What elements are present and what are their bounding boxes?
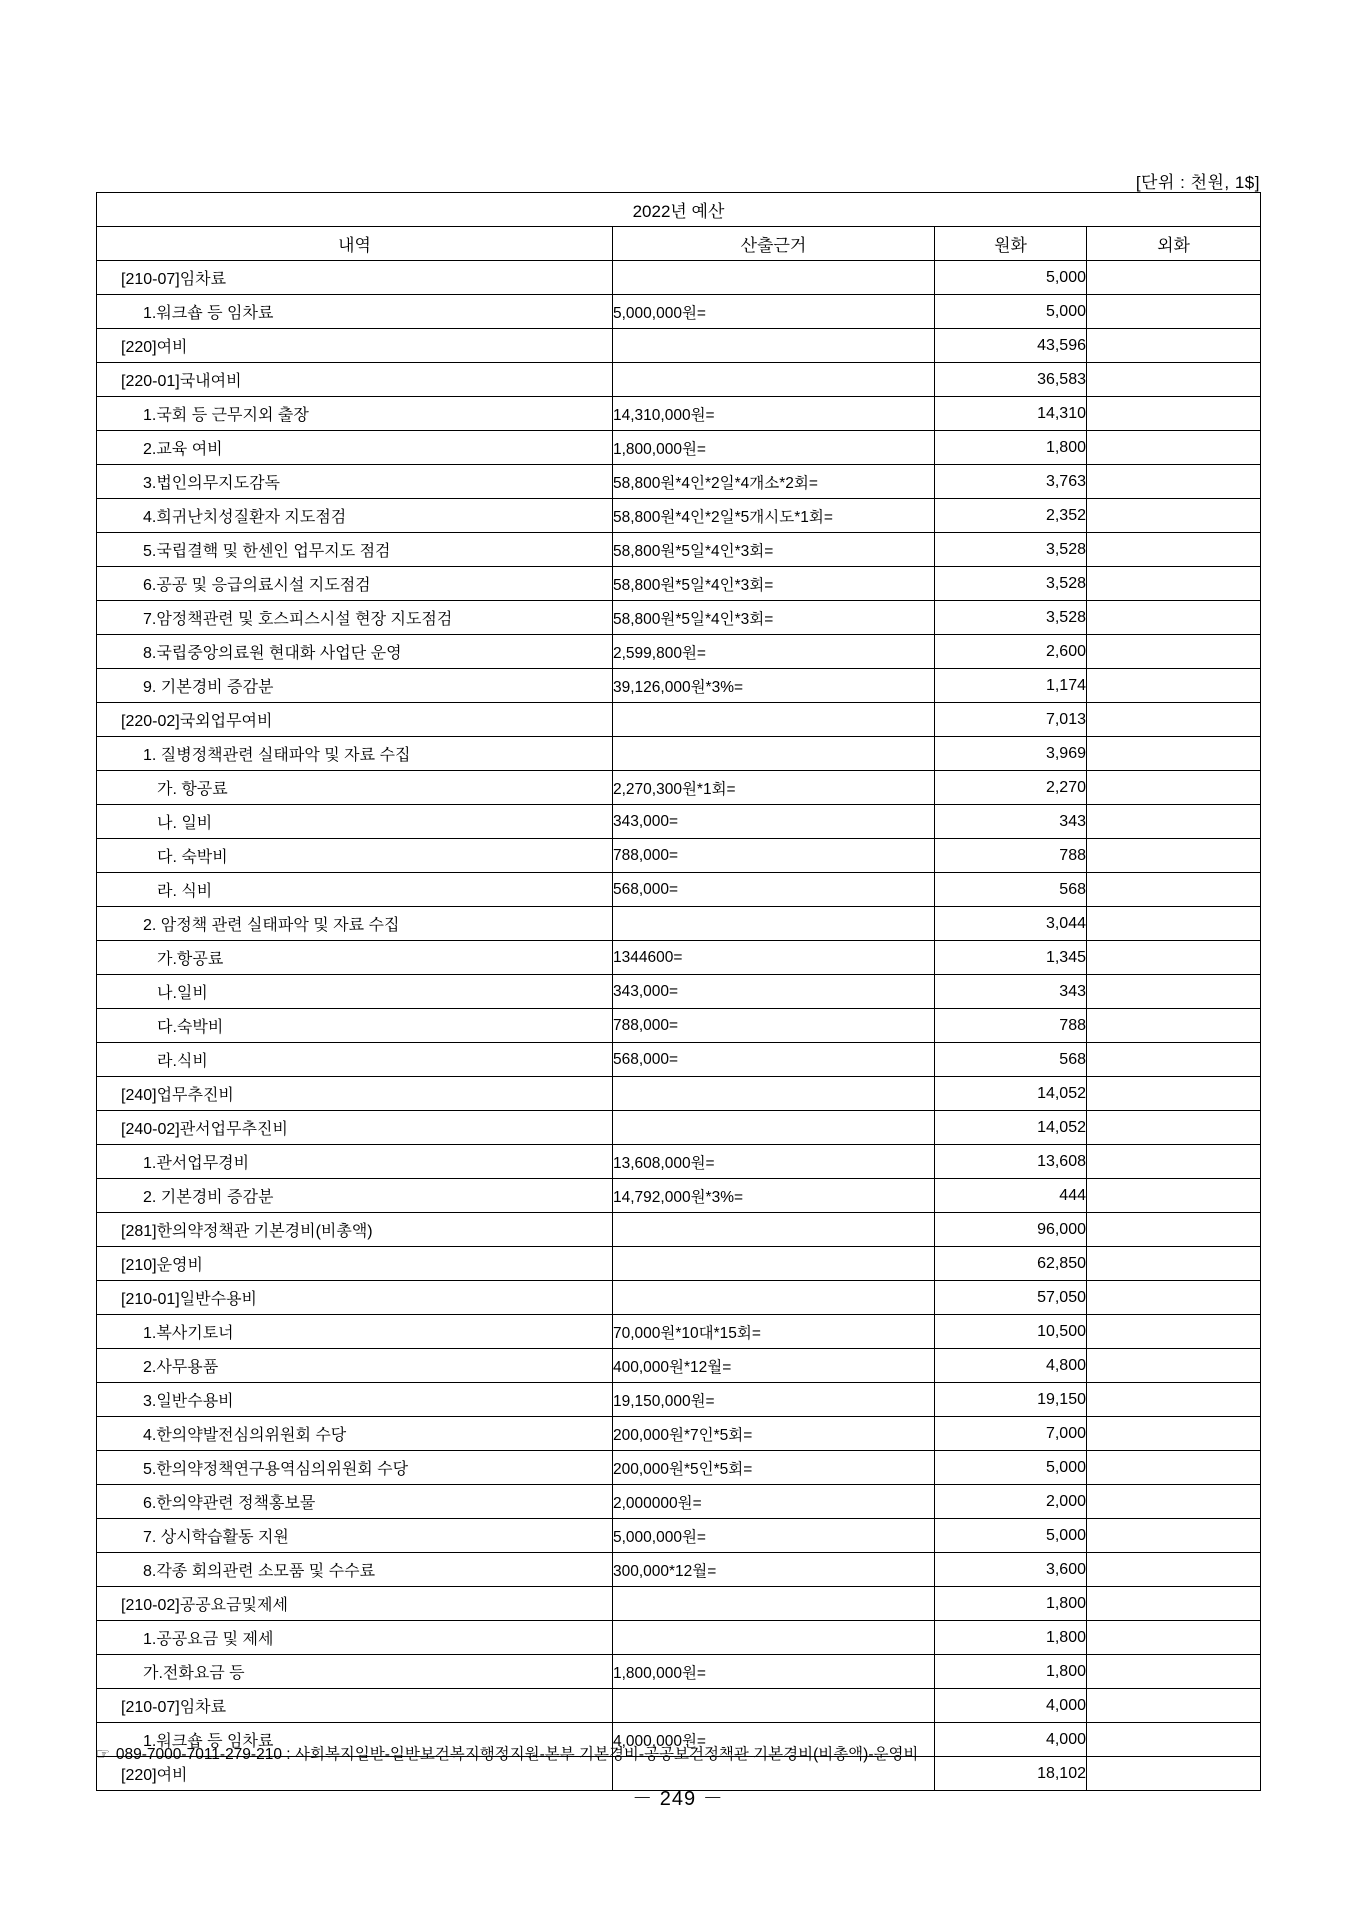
- row-amount-fx: [1087, 805, 1261, 839]
- table-row: [97, 1349, 1261, 1383]
- row-amount-fx: [1087, 1349, 1261, 1383]
- row-amount-krw: 43,596: [935, 329, 1087, 363]
- row-amount-krw: 5,000: [935, 261, 1087, 295]
- row-item-label: 6.한의약관련 정책홍보물: [97, 1485, 613, 1519]
- row-amount-fx: [1087, 1723, 1261, 1757]
- row-item-label: [210-07]임차료: [97, 261, 613, 295]
- column-header-basis: 산출근거: [613, 227, 935, 261]
- row-item-label: 3.일반수용비: [97, 1383, 613, 1417]
- table-row: [97, 941, 1261, 975]
- row-amount-fx: [1087, 1621, 1261, 1655]
- row-basis: 2,000000원=: [613, 1485, 935, 1519]
- row-amount-fx: [1087, 1043, 1261, 1077]
- row-basis: [613, 1587, 935, 1621]
- row-item-label: 5.한의약정책연구용역심의위원회 수당: [97, 1451, 613, 1485]
- table-title-row: [97, 193, 1261, 227]
- row-item-label: [220]여비: [97, 329, 613, 363]
- row-basis: [613, 1689, 935, 1723]
- table-row: [97, 771, 1261, 805]
- row-amount-fx: [1087, 1485, 1261, 1519]
- row-amount-fx: [1087, 839, 1261, 873]
- row-item-label: 1.워크숍 등 임차료: [97, 295, 613, 329]
- row-item-label: 4.희귀난치성질환자 지도점검: [97, 499, 613, 533]
- table-row: [97, 601, 1261, 635]
- table-row: [97, 261, 1261, 295]
- row-basis: [613, 363, 935, 397]
- row-basis: 343,000=: [613, 805, 935, 839]
- row-amount-fx: [1087, 1451, 1261, 1485]
- row-amount-fx: [1087, 601, 1261, 635]
- row-amount-fx: [1087, 261, 1261, 295]
- unit-note: [단위 : 천원, 1$]: [1135, 173, 1260, 192]
- row-amount-fx: [1087, 1077, 1261, 1111]
- row-amount-krw: 14,052: [935, 1077, 1087, 1111]
- row-basis: [613, 329, 935, 363]
- row-basis: 58,800원*5일*4인*3회=: [613, 533, 935, 567]
- row-amount-krw: 7,000: [935, 1417, 1087, 1451]
- row-amount-krw: 1,800: [935, 1587, 1087, 1621]
- row-amount-fx: [1087, 533, 1261, 567]
- row-amount-fx: [1087, 1383, 1261, 1417]
- row-amount-fx: [1087, 907, 1261, 941]
- table-row: [97, 1689, 1261, 1723]
- row-amount-fx: [1087, 1553, 1261, 1587]
- column-header-krw: 원화: [935, 227, 1087, 261]
- footnote: [96, 1742, 918, 1764]
- row-amount-fx: [1087, 499, 1261, 533]
- row-item-label: 1. 질병정책관련 실태파악 및 자료 수집: [97, 737, 613, 771]
- table-row: [97, 295, 1261, 329]
- row-amount-fx: [1087, 1247, 1261, 1281]
- row-item-label: [220-01]국내여비: [97, 363, 613, 397]
- row-basis: [613, 1213, 935, 1247]
- row-item-label: 1.복사기토너: [97, 1315, 613, 1349]
- row-basis: 1344600=: [613, 941, 935, 975]
- row-item-label: 2. 암정책 관련 실태파악 및 자료 수집: [97, 907, 613, 941]
- row-basis: 39,126,000원*3%=: [613, 669, 935, 703]
- row-amount-fx: [1087, 1179, 1261, 1213]
- row-basis: [613, 737, 935, 771]
- table-row: [97, 499, 1261, 533]
- row-basis: 1,800,000원=: [613, 1655, 935, 1689]
- row-amount-fx: [1087, 295, 1261, 329]
- row-basis: 4,000,000원=: [613, 1723, 935, 1757]
- row-amount-krw: 57,050: [935, 1281, 1087, 1315]
- row-amount-krw: 444: [935, 1179, 1087, 1213]
- row-amount-krw: 3,528: [935, 533, 1087, 567]
- row-amount-fx: [1087, 1417, 1261, 1451]
- row-amount-krw: 4,000: [935, 1689, 1087, 1723]
- table-row: [97, 635, 1261, 669]
- table-row: [97, 1077, 1261, 1111]
- row-amount-krw: 62,850: [935, 1247, 1087, 1281]
- row-amount-krw: 2,352: [935, 499, 1087, 533]
- row-item-label: 8.각종 회의관련 소모품 및 수수료: [97, 1553, 613, 1587]
- row-basis: 300,000*12월=: [613, 1553, 935, 1587]
- table-row: [97, 975, 1261, 1009]
- row-basis: 14,310,000원=: [613, 397, 935, 431]
- row-item-label: 라. 식비: [97, 873, 613, 907]
- table-row: [97, 703, 1261, 737]
- table-row: [97, 329, 1261, 363]
- row-amount-fx: [1087, 431, 1261, 465]
- table-row: [97, 805, 1261, 839]
- row-item-label: 다. 숙박비: [97, 839, 613, 873]
- row-basis: 788,000=: [613, 839, 935, 873]
- row-basis: 568,000=: [613, 873, 935, 907]
- row-amount-fx: [1087, 567, 1261, 601]
- row-amount-fx: [1087, 1145, 1261, 1179]
- table-row: [97, 737, 1261, 771]
- row-amount-krw: 7,013: [935, 703, 1087, 737]
- row-amount-krw: 2,600: [935, 635, 1087, 669]
- budget-table-body: [97, 193, 1261, 1791]
- footnote-text: 089-7000-7011-279-210 : 사회복지일반-일반보건복지행정지원-본부 기본경비-공공보건정책관 기본경비(비총액)-운영비: [115, 1746, 919, 1763]
- row-amount-krw: 788: [935, 839, 1087, 873]
- table-row: [97, 1553, 1261, 1587]
- row-amount-fx: [1087, 635, 1261, 669]
- row-amount-krw: 19,150: [935, 1383, 1087, 1417]
- row-amount-krw: 3,528: [935, 601, 1087, 635]
- table-row: [97, 431, 1261, 465]
- table-row: [97, 839, 1261, 873]
- row-basis: 1,800,000원=: [613, 431, 935, 465]
- row-amount-fx: [1087, 669, 1261, 703]
- row-item-label: 가.항공료: [97, 941, 613, 975]
- row-basis: [613, 1111, 935, 1145]
- row-basis: 568,000=: [613, 1043, 935, 1077]
- row-amount-fx: [1087, 397, 1261, 431]
- row-basis: 400,000원*12월=: [613, 1349, 935, 1383]
- row-amount-krw: 14,310: [935, 397, 1087, 431]
- row-item-label: 가. 항공료: [97, 771, 613, 805]
- row-item-label: 2.교육 여비: [97, 431, 613, 465]
- row-amount-fx: [1087, 1315, 1261, 1349]
- row-item-label: 6.공공 및 응급의료시설 지도점검: [97, 567, 613, 601]
- row-amount-krw: 3,969: [935, 737, 1087, 771]
- row-amount-krw: 1,800: [935, 431, 1087, 465]
- row-amount-fx: [1087, 1111, 1261, 1145]
- row-amount-krw: 1,174: [935, 669, 1087, 703]
- row-item-label: 4.한의약발전심의위원회 수당: [97, 1417, 613, 1451]
- row-item-label: 7. 상시학습활동 지원: [97, 1519, 613, 1553]
- row-item-label: [240-02]관서업무추진비: [97, 1111, 613, 1145]
- row-amount-fx: [1087, 1655, 1261, 1689]
- row-basis: 58,800원*4인*2일*5개시도*1회=: [613, 499, 935, 533]
- row-item-label: [210-01]일반수용비: [97, 1281, 613, 1315]
- row-basis: [613, 261, 935, 295]
- table-title: 2022년 예산: [97, 193, 1261, 227]
- table-row: [97, 1655, 1261, 1689]
- row-basis: [613, 907, 935, 941]
- page-number: － 249 －: [632, 1788, 724, 1810]
- table-row: [97, 363, 1261, 397]
- row-item-label: 1.공공요금 및 제세: [97, 1621, 613, 1655]
- row-amount-krw: 2,000: [935, 1485, 1087, 1519]
- row-item-label: [220-02]국외업무여비: [97, 703, 613, 737]
- row-basis: 58,800원*5일*4인*3회=: [613, 567, 935, 601]
- row-basis: 343,000=: [613, 975, 935, 1009]
- row-basis: [613, 1077, 935, 1111]
- row-item-label: [240]업무추진비: [97, 1077, 613, 1111]
- table-row: [97, 873, 1261, 907]
- row-basis: 14,792,000원*3%=: [613, 1179, 935, 1213]
- row-amount-fx: [1087, 1689, 1261, 1723]
- row-item-label: 9. 기본경비 증감분: [97, 669, 613, 703]
- row-basis: 788,000=: [613, 1009, 935, 1043]
- row-item-label: 나. 일비: [97, 805, 613, 839]
- table-row: [97, 1213, 1261, 1247]
- table-row: [97, 1451, 1261, 1485]
- table-row: [97, 1315, 1261, 1349]
- row-basis: 5,000,000원=: [613, 1519, 935, 1553]
- row-amount-krw: 96,000: [935, 1213, 1087, 1247]
- row-basis: 200,000원*5인*5회=: [613, 1451, 935, 1485]
- row-basis: 2,599,800원=: [613, 635, 935, 669]
- row-amount-krw: 788: [935, 1009, 1087, 1043]
- table-row: [97, 1145, 1261, 1179]
- row-item-label: 5.국립결핵 및 한센인 업무지도 점검: [97, 533, 613, 567]
- table-row: [97, 1383, 1261, 1417]
- table-row: [97, 465, 1261, 499]
- row-amount-fx: [1087, 873, 1261, 907]
- row-basis: [613, 703, 935, 737]
- row-amount-fx: [1087, 703, 1261, 737]
- row-amount-krw: 18,102: [935, 1757, 1087, 1791]
- row-item-label: 1.워크숍 등 임차료: [97, 1723, 613, 1757]
- row-amount-krw: 1,800: [935, 1655, 1087, 1689]
- row-basis: 200,000원*7인*5회=: [613, 1417, 935, 1451]
- row-amount-krw: 343: [935, 975, 1087, 1009]
- row-amount-fx: [1087, 975, 1261, 1009]
- table-row: [97, 1179, 1261, 1213]
- row-amount-fx: [1087, 329, 1261, 363]
- row-amount-fx: [1087, 771, 1261, 805]
- row-amount-krw: 2,270: [935, 771, 1087, 805]
- row-basis: [613, 1621, 935, 1655]
- row-amount-krw: 3,528: [935, 567, 1087, 601]
- table-header-row: [97, 227, 1261, 261]
- row-item-label: [210]운영비: [97, 1247, 613, 1281]
- row-amount-krw: 5,000: [935, 1451, 1087, 1485]
- row-amount-krw: 13,608: [935, 1145, 1087, 1179]
- budget-table: [96, 192, 1261, 1791]
- column-header-item: 내역: [97, 227, 613, 261]
- row-basis: 58,800원*4인*2일*4개소*2회=: [613, 465, 935, 499]
- row-amount-krw: 568: [935, 1043, 1087, 1077]
- row-amount-fx: [1087, 465, 1261, 499]
- table-row: [97, 1621, 1261, 1655]
- row-item-label: [220]여비: [97, 1757, 613, 1791]
- row-amount-fx: [1087, 363, 1261, 397]
- row-amount-fx: [1087, 1587, 1261, 1621]
- row-item-label: 1.관서업무경비: [97, 1145, 613, 1179]
- table-row: [97, 1111, 1261, 1145]
- table-row: [97, 1519, 1261, 1553]
- row-amount-fx: [1087, 941, 1261, 975]
- row-amount-fx: [1087, 737, 1261, 771]
- row-basis: 70,000원*10대*15회=: [613, 1315, 935, 1349]
- table-row: [97, 1247, 1261, 1281]
- row-amount-fx: [1087, 1519, 1261, 1553]
- row-basis: 2,270,300원*1회=: [613, 771, 935, 805]
- table-row: [97, 1485, 1261, 1519]
- column-header-fx: 외화: [1087, 227, 1261, 261]
- row-amount-krw: 568: [935, 873, 1087, 907]
- row-amount-krw: 5,000: [935, 1519, 1087, 1553]
- row-item-label: 나.일비: [97, 975, 613, 1009]
- row-item-label: [210-07]임차료: [97, 1689, 613, 1723]
- row-basis: 5,000,000원=: [613, 295, 935, 329]
- row-basis: [613, 1281, 935, 1315]
- row-amount-krw: 3,600: [935, 1553, 1087, 1587]
- table-row: [97, 397, 1261, 431]
- row-item-label: [210-02]공공요금및제세: [97, 1587, 613, 1621]
- row-amount-fx: [1087, 1213, 1261, 1247]
- table-row: [97, 669, 1261, 703]
- table-row: [97, 533, 1261, 567]
- table-row: [97, 1587, 1261, 1621]
- row-item-label: 2.사무용품: [97, 1349, 613, 1383]
- row-item-label: 2. 기본경비 증감분: [97, 1179, 613, 1213]
- row-item-label: 가.전화요금 등: [97, 1655, 613, 1689]
- row-amount-krw: 14,052: [935, 1111, 1087, 1145]
- table-row: [97, 1417, 1261, 1451]
- row-item-label: 다.숙박비: [97, 1009, 613, 1043]
- row-amount-krw: 343: [935, 805, 1087, 839]
- row-item-label: 8.국립중앙의료원 현대화 사업단 운영: [97, 635, 613, 669]
- row-amount-krw: 4,800: [935, 1349, 1087, 1383]
- table-row: [97, 1043, 1261, 1077]
- footnote-mark-icon: ☞: [96, 1746, 110, 1763]
- row-amount-krw: 1,345: [935, 941, 1087, 975]
- row-amount-fx: [1087, 1009, 1261, 1043]
- row-amount-krw: 3,763: [935, 465, 1087, 499]
- table-row: [97, 567, 1261, 601]
- row-basis: 58,800원*5일*4인*3회=: [613, 601, 935, 635]
- row-amount-fx: [1087, 1281, 1261, 1315]
- row-item-label: 7.암정책관련 및 호스피스시설 현장 지도점검: [97, 601, 613, 635]
- row-item-label: 1.국회 등 근무지외 출장: [97, 397, 613, 431]
- table-row: [97, 1009, 1261, 1043]
- row-amount-krw: 3,044: [935, 907, 1087, 941]
- row-basis: [613, 1247, 935, 1281]
- row-basis: 13,608,000원=: [613, 1145, 935, 1179]
- row-item-label: 라.식비: [97, 1043, 613, 1077]
- row-amount-krw: 10,500: [935, 1315, 1087, 1349]
- table-row: [97, 1281, 1261, 1315]
- row-item-label: 3.법인의무지도감독: [97, 465, 613, 499]
- row-amount-krw: 5,000: [935, 295, 1087, 329]
- table-row: [97, 907, 1261, 941]
- row-amount-krw: 1,800: [935, 1621, 1087, 1655]
- row-basis: 19,150,000원=: [613, 1383, 935, 1417]
- row-item-label: [281]한의약정책관 기본경비(비총액): [97, 1213, 613, 1247]
- row-amount-krw: 36,583: [935, 363, 1087, 397]
- row-amount-krw: 4,000: [935, 1723, 1087, 1757]
